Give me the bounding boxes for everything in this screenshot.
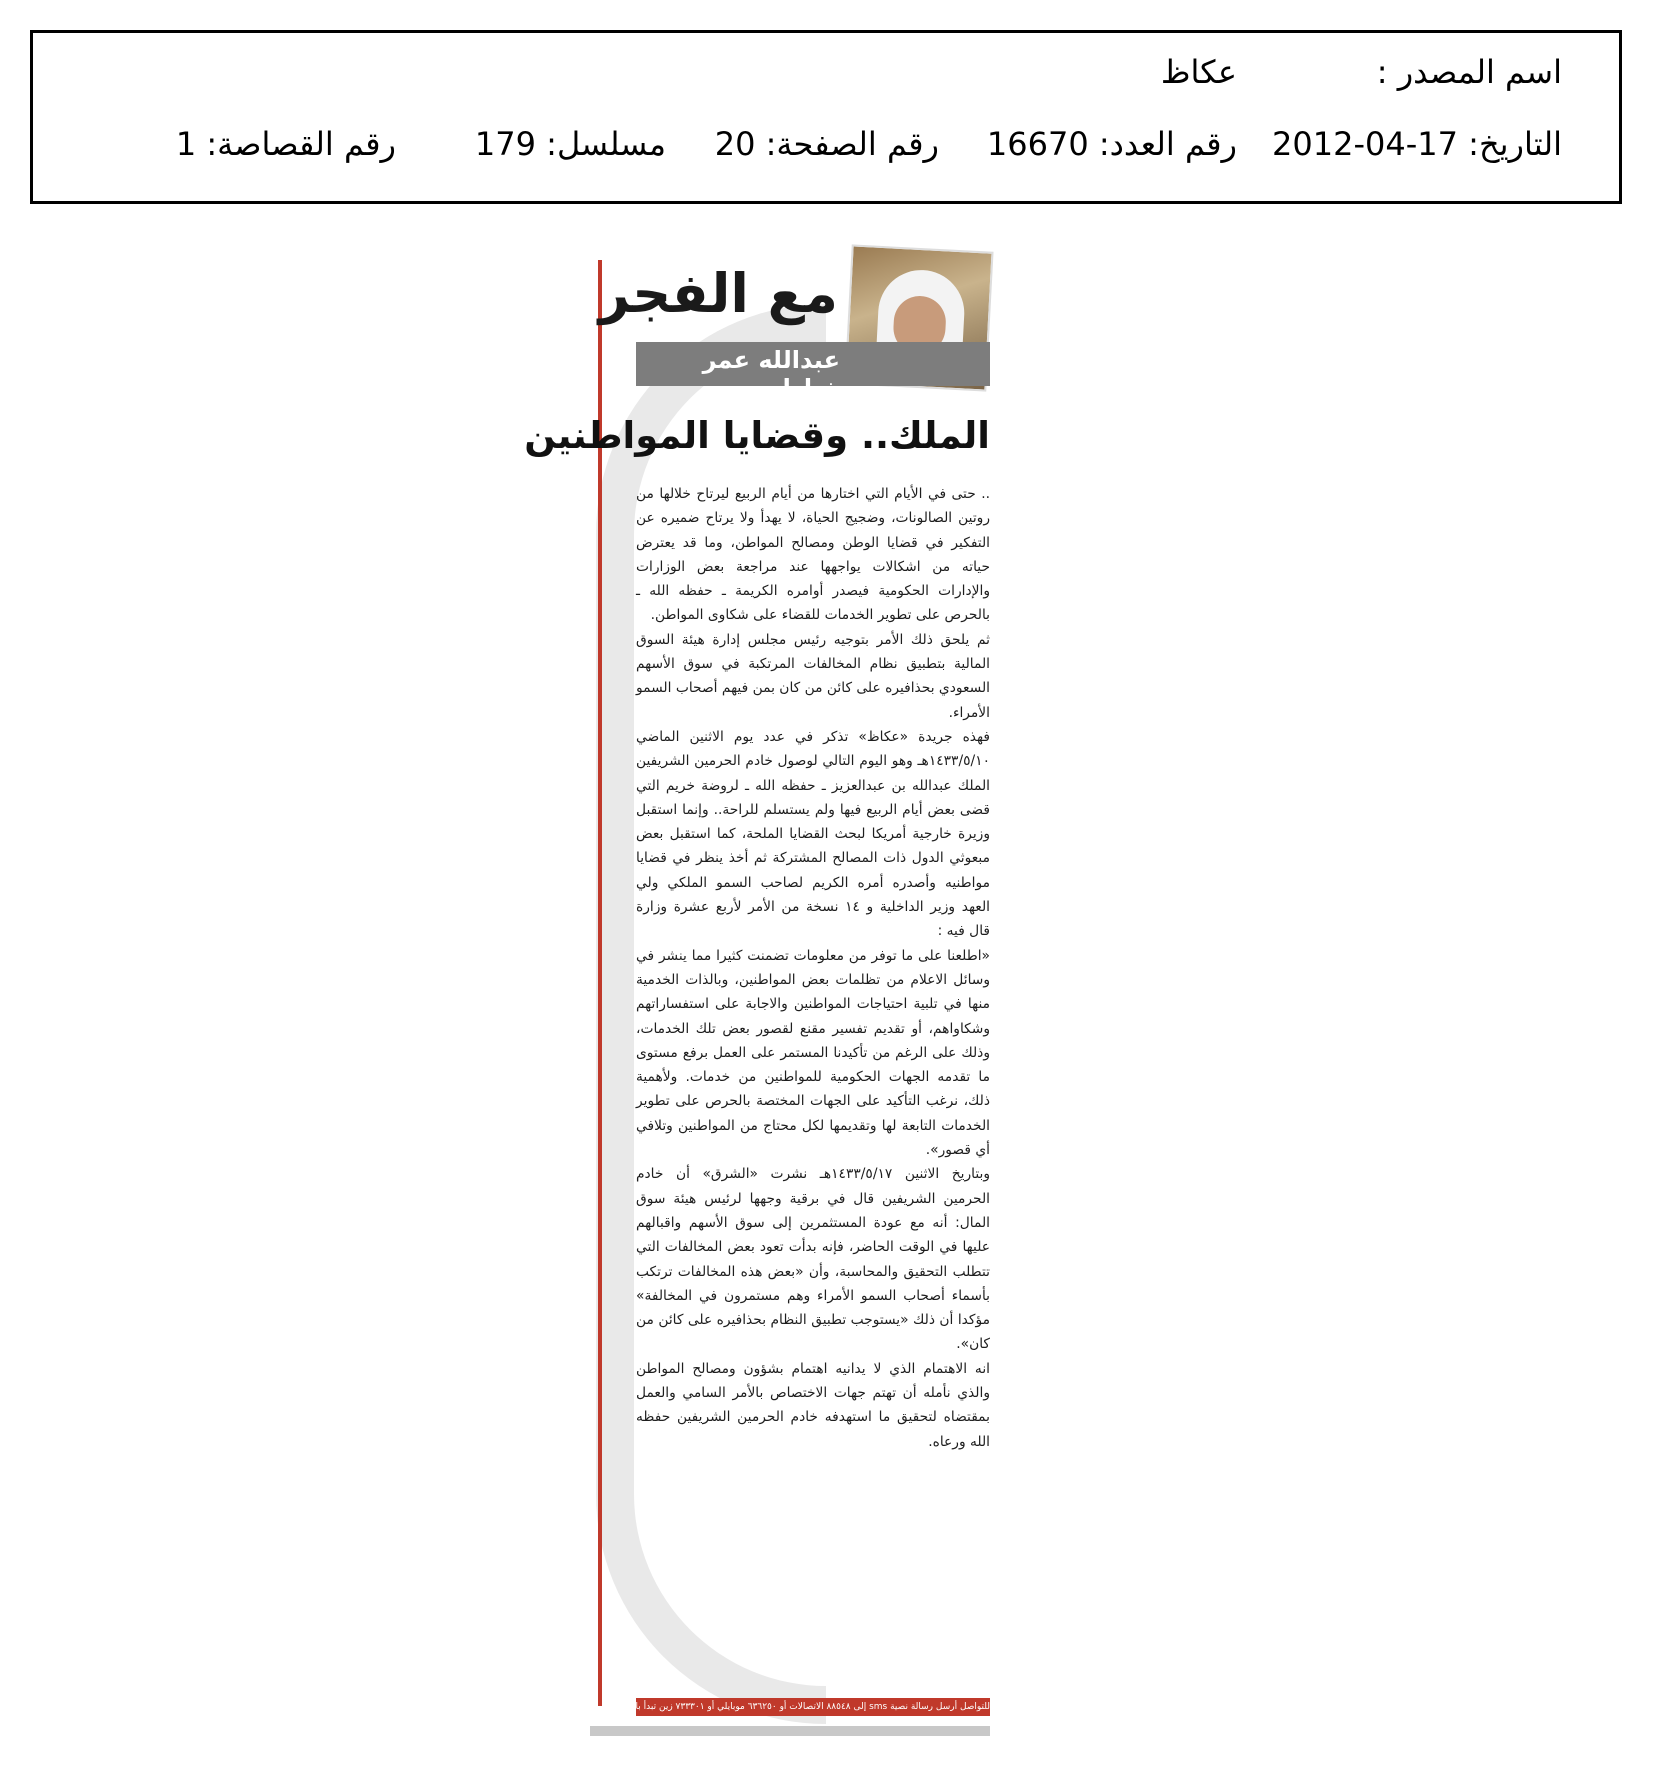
- contact-footer: للتواصل أرسل رسالة نصية sms إلى ٨٨٥٤٨ الاتصالات أو ٦٣٦٢٥٠ موبايلي أو ٧٣٣٣٠١ زين تبدأ بالرمز ١٥٩ مسافة ثم الرسالة: [636, 1698, 990, 1716]
- clip-number: رقم القصاصة: 1: [175, 125, 396, 163]
- article-body: [636, 482, 990, 1454]
- article-headline: الملك.. وقضايا المواطنين: [524, 414, 990, 457]
- page-number: رقم الصفحة: 20: [714, 125, 939, 163]
- paragraph: «اطلعنا على ما توفر من معلومات تضمنت كثيرا مما ينشر في وسائل الاعلام من تظلمات بعض المواطنين، وبالذات الخدمية منها في تلبية احتياجات المواطنين والاجابة على استفساراتهم وشكاواهم، أو تقديم تفسير مقنع لقصور بعض تلك الخدمات، وذلك على الرغم من تأكيدنا المستمر على العمل برفع مستوى ما تقدمه الجهات الحكومية للمواطنين من خدمات. ولأهمية ذلك، نرغب التأكيد على الجهات المختصة بالحرص على تطوير الخدمات التابعة لها وتقديمها لكل محتاج من المواطنين وتلافي أي قصور».: [636, 947, 990, 1159]
- bottom-divider: [590, 1726, 990, 1736]
- paragraph: انه الاهتمام الذي لا يدانيه اهتمام بشؤون ومصالح المواطن والذي نأمله أن تهتم جهات الاختصاص بالأمر السامي والعمل بمقتضاه لتحقيق ما استهدفه خادم الحرمين الشريفين حفظه الله ورعاه.: [636, 1360, 990, 1450]
- source-label: اسم المصدر :: [1376, 53, 1562, 91]
- paragraph: ثم يلحق ذلك الأمر بتوجيه رئيس مجلس إدارة هيئة السوق المالية بتطبيق نظام المخالفات المرتكبة في سوق الأسهم السعودي بحذافيره على كائن من كان بمن فيهم أصحاب السمو الأمراء.: [636, 631, 990, 721]
- paragraph: وبتاريخ الاثنين ١٤٣٣/٥/١٧هـ نشرت «الشرق» أن خادم الحرمين الشريفين قال في برقية وجهها لرئيس هيئة سوق المال: أنه مع عودة المستثمرين إلى سوق الأسهم واقبالهم عليها في الوقت الحاضر، فإنه بدأت تعود بعض المخالفات التي تتطلب التحقيق والمحاسبة، وأن «بعض هذه المخالفات ترتكب بأسماء أصحاب السمو الأمراء وهم مستمرون في المخالفة» مؤكدا أن ذلك «يستوجب تطبيق النظام بحذافيره على كائن من كان».: [636, 1166, 991, 1353]
- author-name: عبدالله عمر خياط: [702, 346, 840, 402]
- paragraph: فهذه جريدة «عكاظ» تذكر في عدد يوم الاثنين الماضي ١٤٣٣/٥/١٠هـ وهو اليوم التالي لوصول خادم الحرمين الشريفين الملك عبدالله بن عبدالعزيز ـ حفظه الله ـ لروضة خريم التي قضى بعض أيام الربيع فيها ولم يستسلم للراحة.. وإنما استقبل وزيرة خارجية أمريكا لبحث القضايا الملحة، كما استقبل بعض مبعوثي الدول ذات المصالح المشتركة ثم أخذ ينظر في قضايا مواطنيه وأصدره أمره الكريم لصاحب السمو الملكي ولي العهد وزير الداخلية و ١٤ نسخة من الأمر لأربع عشرة وزارة قال فيه :: [636, 728, 990, 940]
- source-value: عكاظ: [1160, 53, 1237, 91]
- newspaper-clipping: [524, 244, 991, 1739]
- date-field: التاريخ: 17-04-2012: [1272, 125, 1562, 163]
- red-vertical-rule: [598, 260, 602, 1706]
- column-title: مع الفجر: [598, 262, 838, 325]
- issue-number: رقم العدد: 16670: [986, 125, 1237, 163]
- metadata-box: [30, 30, 1622, 204]
- paragraph: .. حتى في الأيام التي اختارها من أيام الربيع ليرتاح خلالها من روتين الصالونات، وضجيج الحياة، لا يهدأ ولا يرتاح ضميره عن التفكير في قضايا الوطن ومصالح المواطن، وما قد يعترض حياته من اشكالات يواجهها عند مراجعة بعض الوزارات والإدارات الحكومية فيصدر أوامره الكريمة ـ حفظه الله ـ بالحرص على تطوير الخدمات للقضاء على شكاوى المواطن.: [636, 486, 990, 624]
- author-bar: [636, 342, 990, 402]
- serial-number: مسلسل: 179: [474, 125, 666, 163]
